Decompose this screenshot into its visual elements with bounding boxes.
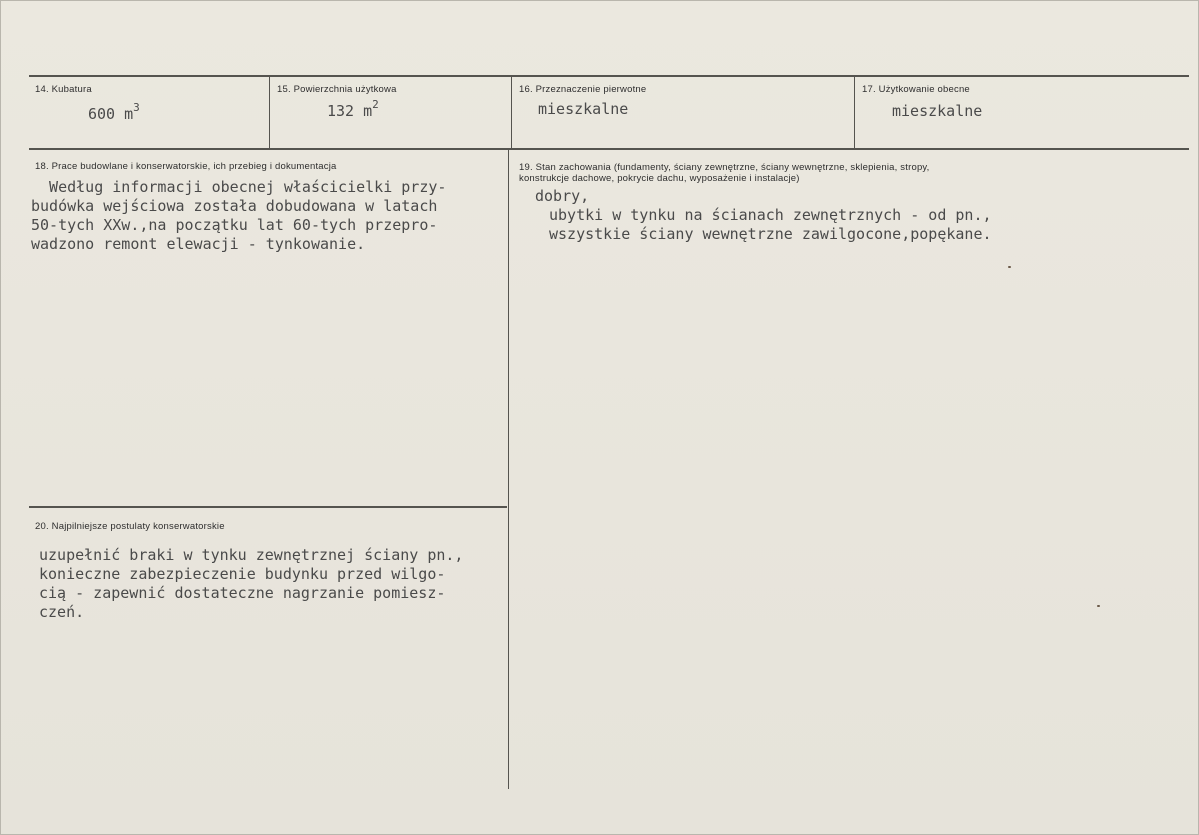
paper-speck — [1097, 605, 1100, 607]
field-15-value: 132 $m^2$ — [327, 98, 379, 120]
field-18-label: 18. Prace budowlane i konserwatorskie, ich przebieg i dokumentacja — [35, 161, 337, 172]
field-19-text: dobry, ubytki w tynku na ścianach zewnętrznych - od pn., wszystkie ściany wewnętrzne zawilgocone,popękane. — [535, 187, 992, 243]
field-14-label: 14. Kubatura — [35, 84, 92, 95]
field-14-value: 600 $m^3$ — [88, 101, 140, 123]
paper-speck — [1008, 266, 1011, 268]
field-15-label: 15. Powierzchnia użytkowa — [277, 84, 397, 95]
field-16-value: mieszkalne — [538, 100, 629, 118]
field-17-label: 17. Użytkowanie obecne — [862, 84, 970, 95]
field-20-label: 20. Najpilniejsze postulaty konserwatorskie — [35, 521, 225, 532]
field-17-value: mieszkalne — [892, 102, 983, 120]
field-19-label: 19. Stan zachowania (fundamenty, ściany zewnętrzne, ściany wewnętrzne, sklepienia, stropy, konstrukcje dachowe, pokrycie dachu, wyposażenie i instalacje) — [519, 162, 930, 184]
divider-16-17 — [854, 76, 855, 149]
field-20-text: uzupełnić braki w tynku zewnętrznej ściany pn., konieczne zabezpieczenie budynku przed wilgo- cią - zapewnić dostateczne nagrzanie pomiesz- czeń. — [39, 546, 464, 621]
section-18-20-rule — [29, 506, 507, 508]
divider-14-15 — [269, 76, 270, 149]
divider-15-16 — [511, 76, 512, 149]
field-16-label: 16. Przeznaczenie pierwotne — [519, 84, 647, 95]
field-18-text: Według informacji obecnej właścicielki przy- budówka wejściowa została dobudowana w latach 50-tych XXw.,na początku lat 60-tych przepro- wadzono remont elewacji - tynkowanie. — [31, 178, 447, 253]
divider-left-right — [508, 149, 509, 789]
top-rule — [29, 75, 1189, 77]
row1-rule — [29, 148, 1189, 150]
